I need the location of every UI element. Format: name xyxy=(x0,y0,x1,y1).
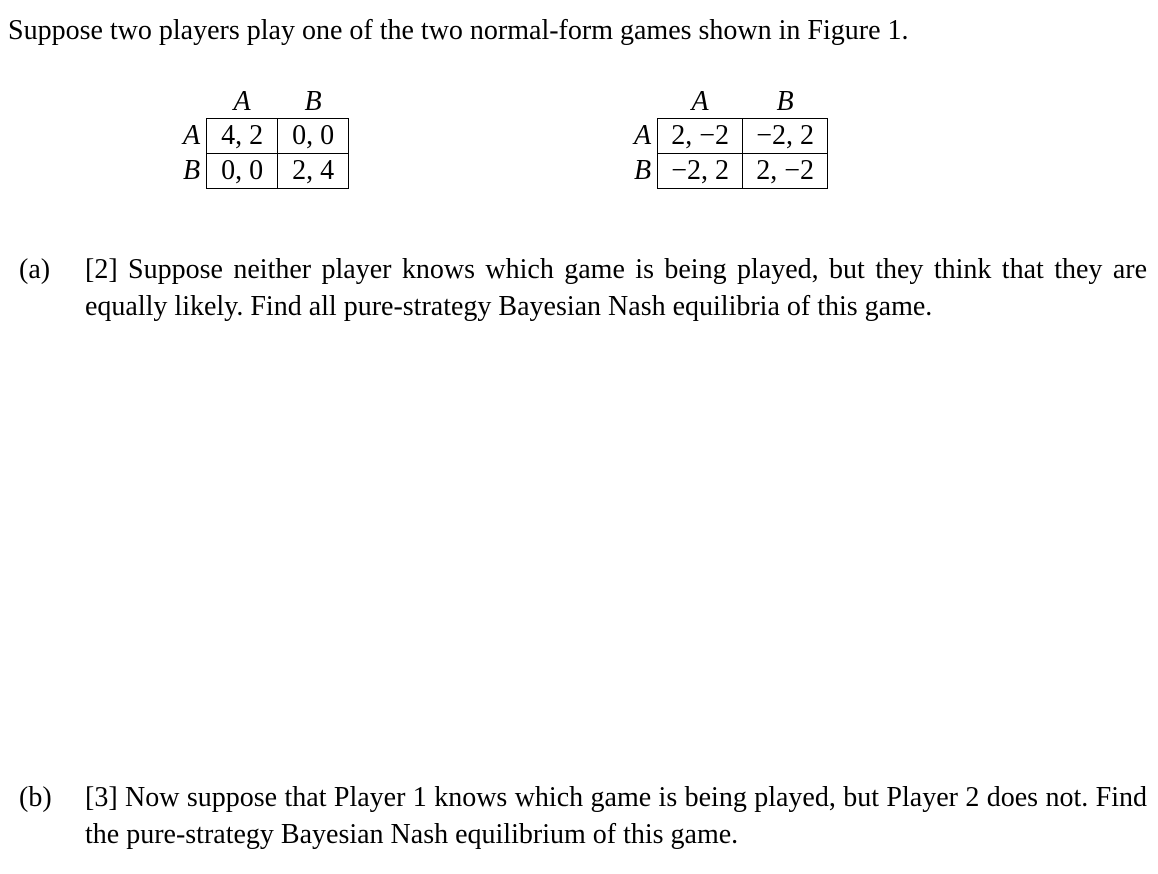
payoff-cell: 0, 0 xyxy=(207,154,278,189)
column-header-b: B xyxy=(776,86,794,117)
payoff-matrix-game-2 xyxy=(634,86,828,189)
payoff-cell: 2, −2 xyxy=(743,154,828,189)
row-label-a: A xyxy=(183,120,201,151)
question-text: [2] Suppose neither player knows which game is being played, but they think that they are equally likely. Find all pure-strategy Bayesian Nash equilibria of this game. xyxy=(85,254,1147,322)
column-header-a: A xyxy=(691,86,709,117)
corner-cell xyxy=(183,86,207,119)
payoff-cell: −2, 2 xyxy=(743,119,828,154)
row-label-b: B xyxy=(634,155,652,186)
table-row xyxy=(634,119,828,154)
table-row xyxy=(634,154,828,189)
question-a xyxy=(19,251,1147,325)
question-text: [3] Now suppose that Player 1 knows which game is being played, but Player 2 does not. Find the pure-strategy Bayesian Nash equilibrium of this game. xyxy=(85,782,1147,850)
table-row xyxy=(183,154,349,189)
column-header-a: A xyxy=(233,86,251,117)
payoff-cell: −2, 2 xyxy=(658,154,743,189)
question-b xyxy=(19,779,1147,853)
question-label: (b) xyxy=(19,782,52,813)
payoff-cell: 2, 4 xyxy=(278,154,349,189)
row-label-b: B xyxy=(183,155,201,186)
row-label-a: A xyxy=(634,120,652,151)
payoff-matrix-game-1 xyxy=(183,86,349,189)
payoff-cell: 4, 2 xyxy=(207,119,278,154)
corner-cell xyxy=(634,86,658,119)
column-header-b: B xyxy=(304,86,322,117)
table-row xyxy=(183,119,349,154)
column-header-row xyxy=(183,86,349,119)
column-header-row xyxy=(634,86,828,119)
question-label: (a) xyxy=(19,254,51,285)
payoff-cell: 2, −2 xyxy=(658,119,743,154)
payoff-table xyxy=(183,86,349,189)
payoff-table xyxy=(634,86,828,189)
payoff-cell: 0, 0 xyxy=(278,119,349,154)
intro-text: Suppose two players play one of the two normal-form games shown in Figure 1. xyxy=(8,15,909,46)
